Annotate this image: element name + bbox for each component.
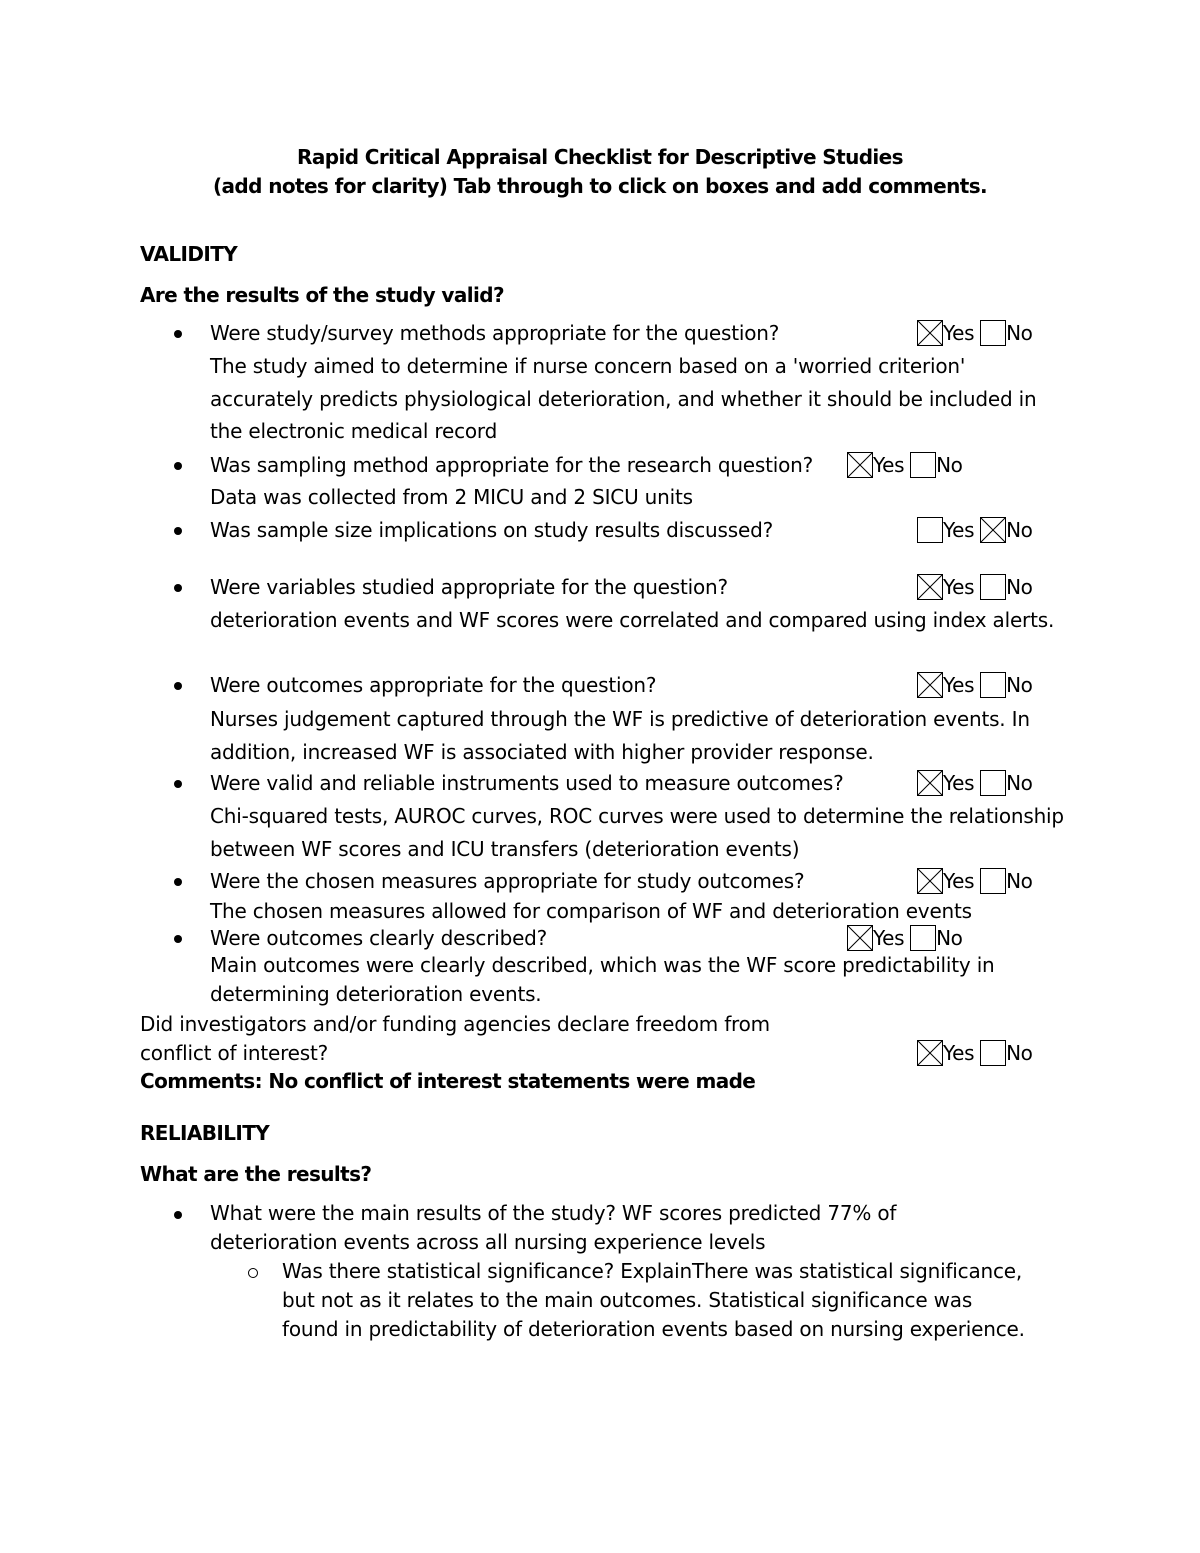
bullet [174,878,182,886]
validity-subheading: Are the results of the study valid? [140,283,504,307]
question-outcomes: Were outcomes appropriate for the question? [210,673,657,697]
no-label: No [1006,869,1033,893]
yes-label: Yes [873,926,905,950]
no-checkbox[interactable] [980,868,1006,894]
check-x-icon [918,673,942,697]
bullet [174,682,182,690]
statistical-significance[interactable]: Was there statistical significance? ExplainThere was statistical significance, but not as it relates to the main outcomes. Statistical significance was found in predictability of deterioration events based on nursing experience. [282,1259,1025,1341]
check-x-icon [918,321,942,345]
bullet [174,584,182,592]
reliability-heading: RELIABILITY [140,1121,270,1145]
yes-checkbox[interactable] [917,574,943,600]
yes-label: Yes [943,321,975,345]
yes-no-variables [917,574,1033,602]
question-instruments: Were valid and reliable instruments used to measure outcomes? [210,771,844,795]
note-sampling[interactable]: Data was collected from 2 MICU and 2 SICU units [210,485,693,509]
yes-no-instruments [917,770,1033,798]
no-checkbox[interactable] [980,320,1006,346]
no-label: No [936,453,963,477]
bullet [174,1211,182,1219]
yes-checkbox[interactable] [917,517,943,543]
conflict-question-line2: conflict of interest? [140,1041,329,1065]
page-title: Rapid Critical Appraisal Checklist for Descriptive Studies [297,145,903,169]
yes-label: Yes [943,869,975,893]
yes-checkbox[interactable] [917,770,943,796]
question-sample-size: Was sample size implications on study results discussed? [210,518,773,542]
note-measures[interactable]: The chosen measures allowed for comparison of WF and deterioration events [210,899,972,923]
yes-no-methods [917,320,1033,348]
check-x-icon [918,1041,942,1065]
note-outcomes-described[interactable]: Main outcomes were clearly described, which was the WF score predictability in determining deterioration events. [210,953,995,1006]
yes-checkbox[interactable] [847,925,873,951]
bullet [174,527,182,535]
check-x-icon [918,771,942,795]
note-instruments[interactable]: Chi-squared tests, AUROC curves, ROC curves were used to determine the relationship between WF scores and ICU transfers (deterioration events) [210,804,1064,861]
bullet [174,462,182,470]
no-label: No [936,926,963,950]
note-variables[interactable]: deterioration events and WF scores were correlated and compared using index alerts. [210,608,1055,632]
no-checkbox[interactable] [980,1040,1006,1066]
question-sampling: Was sampling method appropriate for the research question? [210,453,814,477]
yes-label: Yes [873,453,905,477]
yes-label: Yes [943,518,975,542]
question-variables: Were variables studied appropriate for the question? [210,575,728,599]
yes-checkbox[interactable] [917,320,943,346]
no-checkbox[interactable] [980,770,1006,796]
yes-no-outcomes-described [847,925,963,953]
yes-label: Yes [943,673,975,697]
no-label: No [1006,321,1033,345]
question-measures: Were the chosen measures appropriate for study outcomes? [210,869,805,893]
no-label: No [1006,771,1033,795]
no-checkbox[interactable] [980,517,1006,543]
no-checkbox[interactable] [980,574,1006,600]
yes-checkbox[interactable] [917,868,943,894]
yes-label: Yes [943,1041,975,1065]
yes-checkbox[interactable] [847,452,873,478]
question-outcomes-described: Were outcomes clearly described? [210,926,548,950]
bullet [174,330,182,338]
bullet [174,935,182,943]
yes-checkbox[interactable] [917,672,943,698]
bullet [174,780,182,788]
check-x-icon [918,575,942,599]
no-checkbox[interactable] [910,925,936,951]
note-methods[interactable]: The study aimed to determine if nurse concern based on a 'worried criterion' accurately predicts physiological deterioration, and whether it should be included in the electronic medical record [210,354,1037,443]
no-label: No [1006,518,1033,542]
yes-label: Yes [943,771,975,795]
question-methods: Were study/survey methods appropriate for the question? [210,321,780,345]
conflict-question-line1: Did investigators and/or funding agencies declare freedom from [140,1012,770,1036]
yes-no-outcomes [917,672,1033,700]
main-results[interactable]: What were the main results of the study? WF scores predicted 77% of deterioration events across all nursing experience levels [210,1201,897,1254]
validity-heading: VALIDITY [140,242,238,266]
check-x-icon [848,926,872,950]
yes-no-measures [917,868,1033,896]
yes-no-sampling [847,452,963,480]
reliability-subheading: What are the results? [140,1162,372,1186]
check-x-icon [918,869,942,893]
comments[interactable]: Comments: No conflict of interest statements were made [140,1069,756,1093]
no-label: No [1006,673,1033,697]
page-subtitle: (add notes for clarity) Tab through to click on boxes and add comments. [212,174,988,198]
sub-bullet [248,1268,258,1278]
yes-no-sample-size [917,517,1033,545]
yes-label: Yes [943,575,975,599]
yes-no-conflict [917,1040,1033,1068]
check-x-icon [981,518,1005,542]
check-x-icon [848,453,872,477]
no-checkbox[interactable] [980,672,1006,698]
no-label: No [1006,575,1033,599]
no-label: No [1006,1041,1033,1065]
no-checkbox[interactable] [910,452,936,478]
note-outcomes[interactable]: Nurses judgement captured through the WF is predictive of deterioration events. In addition, increased WF is associated with higher provider response. [210,707,1030,764]
yes-checkbox[interactable] [917,1040,943,1066]
